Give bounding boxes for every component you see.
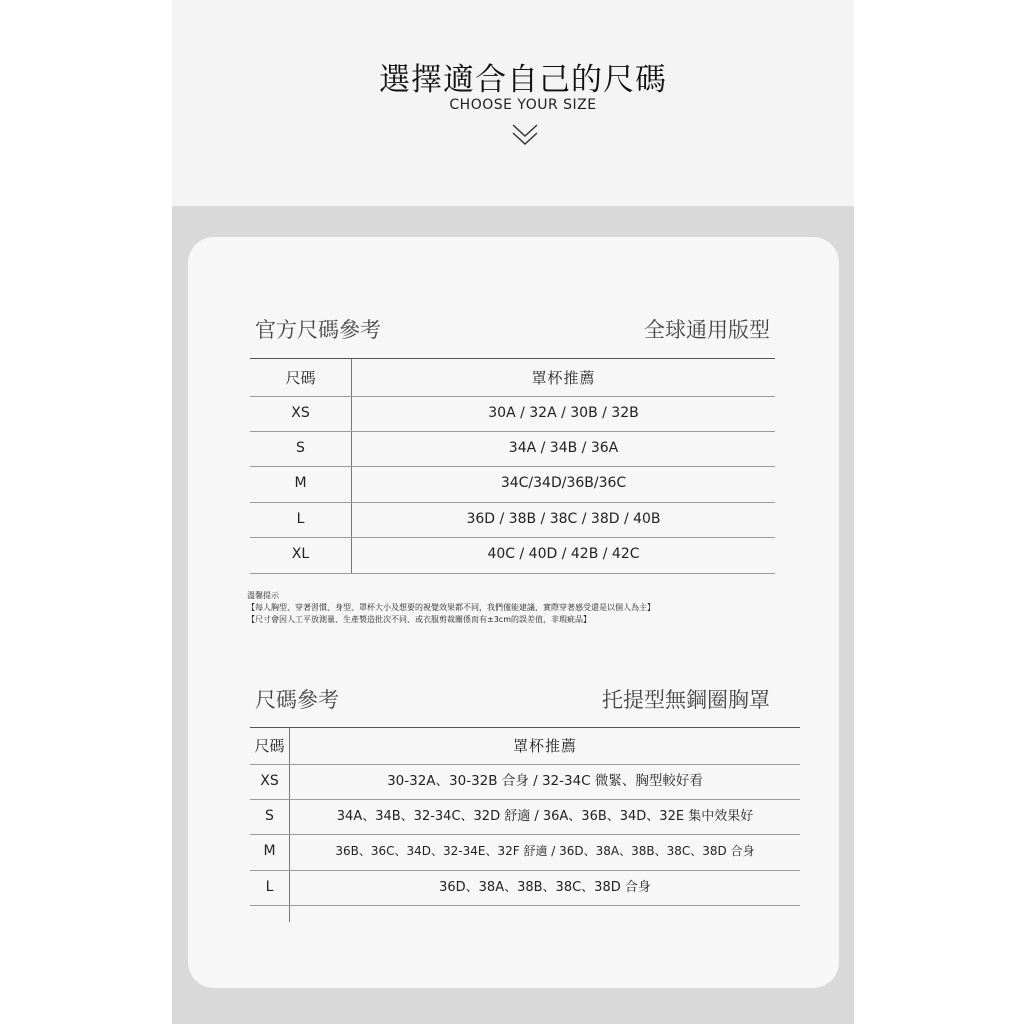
table2-header-cups: 罩杯推薦 bbox=[512, 737, 577, 755]
table1-row-cups: 34A / 34B / 36A bbox=[508, 440, 619, 456]
table2-row-cups: 34A、34B、32-34C、32D 舒適 / 36A、36B、34D、32E 集中效果好 bbox=[336, 809, 754, 824]
table1-row-cups: 40C / 40D / 42B / 42C bbox=[487, 546, 640, 562]
table1-header-size: 尺碼 bbox=[285, 369, 316, 387]
size-notes bbox=[247, 590, 655, 626]
table1-row-size: M bbox=[294, 475, 307, 491]
table1-heading-left: 官方尺碼參考 bbox=[255, 318, 381, 342]
table2-header-size: 尺碼 bbox=[254, 737, 285, 755]
table2-row-size: S bbox=[265, 808, 274, 824]
table1-row-size: L bbox=[296, 511, 305, 527]
table1-row-size: S bbox=[296, 440, 305, 456]
table2-bottom-rule bbox=[250, 905, 800, 906]
table1-heading-right: 全球通用版型 bbox=[644, 318, 770, 342]
notes-line-1: 【每人胸型、穿著習慣、身型、罩杯大小及想要的視覺效果都不同，我們僅能建議，實際穿著感受還是以個人為主】 bbox=[247, 603, 655, 612]
table2-row-cups: 36D、38A、38B、38C、38D 合身 bbox=[439, 880, 651, 895]
page-title: 選擇適合自己的尺碼 bbox=[379, 62, 667, 98]
table1-row-cups: 34C/34D/36B/36C bbox=[500, 475, 627, 491]
notes-line-2: 【尺寸會因人工平放測量、生產製造批次不同、或衣服剪裁關係而有±3cm的誤差值，非瑕疵品】 bbox=[247, 615, 591, 624]
table2-row-size: L bbox=[265, 879, 274, 895]
notes-title: 溫馨提示 bbox=[247, 591, 279, 600]
page-subtitle: CHOOSE YOUR SIZE bbox=[449, 97, 597, 113]
table2-heading-right: 托提型無鋼圈胸罩 bbox=[602, 688, 770, 712]
table1-row-cups: 36D / 38B / 38C / 38D / 40B bbox=[466, 511, 661, 527]
table2-row-cups: 36B、36C、34D、32-34E、32F 舒適 / 36D、38A、38B、38C、38D 合身 bbox=[335, 844, 755, 858]
table1-bottom-rule bbox=[250, 573, 775, 574]
double-chevron-down-icon bbox=[512, 122, 538, 152]
table2-heading-left: 尺碼參考 bbox=[255, 688, 339, 712]
table2-top-rule bbox=[250, 727, 800, 728]
table2-row-cups: 30-32A、30-32B 合身 / 32-34C 微緊、胸型較好看 bbox=[387, 773, 703, 789]
table1-row-cups: 30A / 32A / 30B / 32B bbox=[488, 405, 639, 421]
table1-top-rule bbox=[250, 358, 775, 359]
table2-row-size: XS bbox=[260, 773, 279, 789]
table1-header-cups: 罩杯推薦 bbox=[531, 369, 596, 387]
table1-row-size: XS bbox=[291, 405, 310, 421]
table2-row-size: M bbox=[263, 843, 276, 859]
table1-row-size: XL bbox=[291, 546, 310, 562]
